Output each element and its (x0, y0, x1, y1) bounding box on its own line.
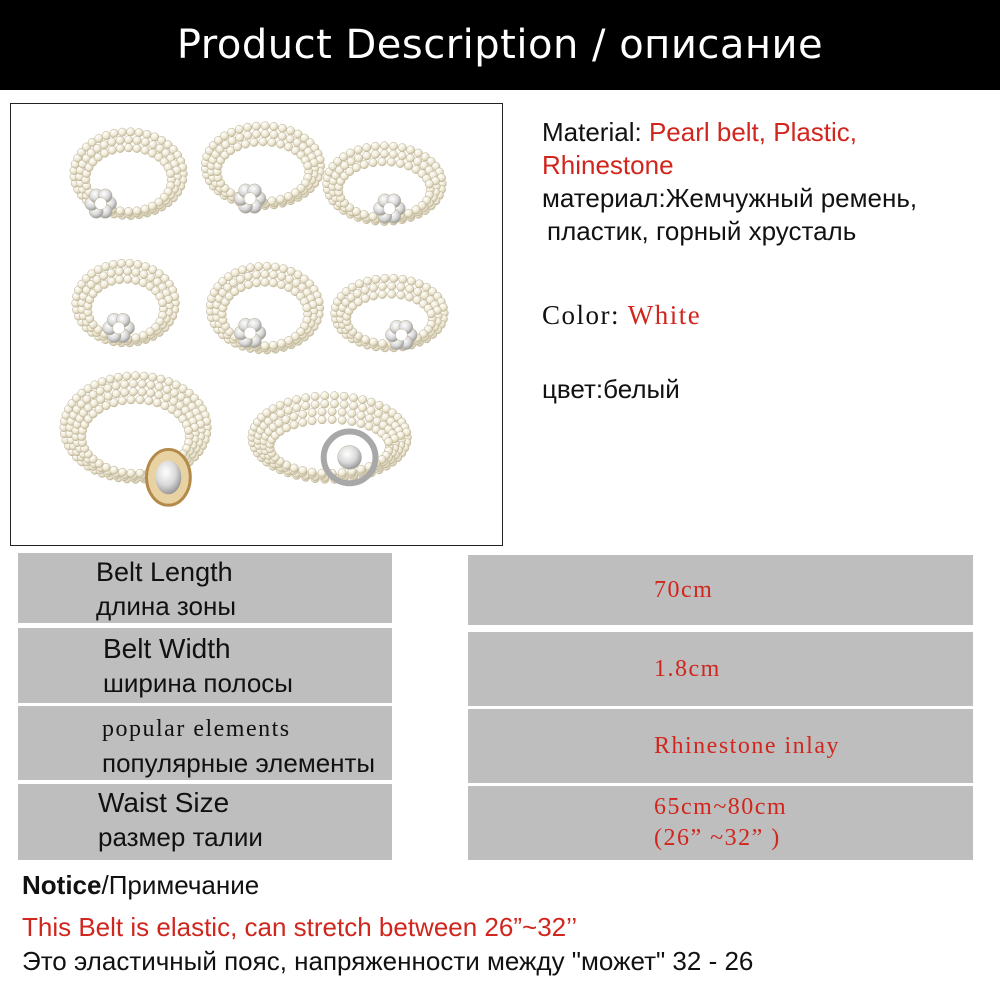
pearl (369, 284, 377, 292)
pearl (127, 396, 135, 404)
header-bar (0, 0, 1000, 90)
pearl (233, 143, 241, 151)
spec-value-elements (468, 709, 973, 783)
pearl (358, 404, 366, 412)
pearl (340, 400, 348, 408)
notice-title (22, 870, 259, 901)
pearl (299, 418, 307, 426)
pearl (109, 260, 117, 268)
notice-line-en: This Belt is elastic, can stretch between 26”~32’’ (22, 912, 578, 942)
spec-value-length (468, 555, 973, 625)
pearl (131, 372, 139, 380)
pearl (308, 417, 316, 425)
pearl (348, 417, 356, 425)
pearl (126, 128, 134, 136)
pearl (398, 152, 406, 160)
pearl (252, 122, 260, 130)
pearl (399, 275, 407, 283)
pearl (100, 272, 108, 280)
spec-label-en: popular elements (102, 716, 291, 742)
pearl (330, 392, 338, 400)
pearl (157, 375, 165, 383)
material-value-line2: Rhinestone (542, 150, 674, 180)
pearl (293, 404, 301, 412)
pearl (124, 136, 132, 144)
material-block (542, 116, 992, 248)
pearl (398, 144, 406, 152)
pearl (397, 291, 405, 299)
pearl (303, 304, 311, 312)
pearl-belt (248, 392, 412, 484)
pearl (276, 401, 284, 409)
pearl (268, 138, 276, 146)
pearl (123, 372, 131, 380)
pearl (270, 130, 278, 138)
rhinestone-clasp (234, 184, 266, 213)
pearl (104, 392, 112, 400)
pearl (101, 149, 109, 157)
pearl (101, 262, 109, 270)
pearl (136, 396, 144, 404)
pearl (352, 163, 360, 171)
pearl (238, 266, 246, 274)
pearl (118, 397, 126, 405)
pearl (278, 272, 286, 280)
page-title: Product Description / описание (176, 22, 824, 68)
pearl (396, 159, 404, 167)
pearl (133, 207, 141, 215)
pearl (318, 408, 326, 416)
pearl (369, 292, 377, 300)
pearl (263, 262, 271, 270)
pearl (145, 397, 153, 405)
pearl (384, 438, 392, 446)
pearl (311, 392, 319, 400)
pearl (318, 416, 326, 424)
pearl (138, 380, 146, 388)
color-label: Color: (542, 300, 621, 330)
pearl (369, 338, 377, 346)
pearl (134, 260, 142, 268)
pearl (365, 414, 373, 422)
pearl (261, 122, 269, 130)
pearl (378, 158, 386, 166)
pearl (106, 375, 114, 383)
pearl (252, 279, 260, 287)
pearl (270, 122, 278, 130)
pearl-belt (60, 372, 212, 506)
pearl (110, 129, 118, 137)
pearl (412, 206, 420, 214)
pearl (405, 293, 413, 301)
pearl (135, 128, 143, 136)
pearl (278, 124, 286, 132)
material-ru: материал:Жемчужный ремень, (542, 183, 918, 213)
spec-label-ru: ширина полосы (103, 668, 293, 698)
spec-value-width (468, 632, 973, 706)
pearl (243, 123, 251, 131)
pearl (388, 290, 396, 298)
spec-label-waist (18, 784, 392, 860)
pearl (121, 388, 129, 396)
pearl (363, 277, 371, 285)
pearl (277, 339, 285, 347)
pearl (96, 387, 104, 395)
pearl (354, 154, 362, 162)
spec-label-en: Waist Size (98, 787, 230, 818)
pearl (308, 468, 316, 476)
pearl (338, 416, 346, 424)
pearl (244, 131, 252, 139)
pearl (261, 270, 269, 278)
rhinestone-clasp (146, 449, 190, 505)
pearl (139, 331, 147, 339)
pearl (349, 394, 357, 402)
pearl (278, 132, 286, 140)
pearl (357, 419, 365, 427)
pearl (107, 277, 115, 285)
pearl (269, 279, 277, 287)
pearl (143, 130, 151, 138)
pearl (299, 466, 307, 474)
pearl (362, 144, 370, 152)
color-value: White (627, 300, 702, 330)
notice-title-rest: /Примечание (101, 870, 260, 900)
pearl (235, 133, 243, 141)
pearl (141, 138, 149, 146)
pearl (102, 131, 110, 139)
pearl (108, 138, 116, 146)
pearl (378, 339, 386, 347)
pearl-belt (323, 142, 447, 226)
pearl (353, 289, 361, 297)
rhinestone (338, 445, 362, 469)
rhinestone-clasp (85, 189, 117, 218)
pearl (261, 278, 269, 286)
pearl (155, 391, 163, 399)
pearl (252, 130, 260, 138)
pearl (380, 142, 388, 150)
pearl (301, 402, 309, 410)
product-photo (10, 103, 503, 546)
pearl (390, 274, 398, 282)
pearl-belt (72, 259, 180, 347)
spec-label-elements (18, 706, 392, 780)
pearl (276, 195, 284, 203)
pearl (118, 468, 126, 476)
pearl (404, 209, 412, 217)
rhinestone-clasp (103, 313, 135, 342)
pearl (284, 192, 292, 200)
pearl (361, 286, 369, 294)
pearl (148, 202, 156, 210)
pearl (116, 144, 124, 152)
pearl (407, 277, 415, 285)
pearl (235, 125, 243, 133)
pearl (124, 207, 132, 215)
pearl (290, 464, 298, 472)
pearl (369, 158, 377, 166)
pearl (360, 160, 368, 168)
pearl (406, 154, 414, 162)
material-ru-line2: пластик, горный хрусталь (547, 216, 857, 246)
spec-value: 65cm~80cm (654, 794, 788, 820)
pearl (372, 275, 380, 283)
pearl-belt (206, 262, 324, 354)
pearl (236, 275, 244, 283)
pearl (125, 259, 133, 267)
pearl (114, 373, 122, 381)
pearl (290, 421, 298, 429)
pearl (246, 264, 254, 272)
spec-label-length (18, 553, 392, 623)
pearl (129, 388, 137, 396)
pearl (116, 207, 124, 215)
pearl (141, 146, 149, 154)
pearl (378, 282, 386, 290)
pearl (241, 140, 249, 148)
pearl (357, 411, 365, 419)
spec-value: 1.8cm (654, 655, 721, 682)
pearl (133, 136, 141, 144)
pearl (104, 384, 112, 392)
pearl (124, 275, 132, 283)
rhinestone (113, 322, 125, 334)
pearl (146, 389, 154, 397)
pearl (346, 149, 354, 157)
pearl (357, 465, 365, 473)
pearl (328, 407, 336, 415)
pearl (141, 205, 149, 213)
pearl (120, 380, 128, 388)
pearl (371, 150, 379, 158)
pearl (299, 410, 307, 418)
pearl (132, 268, 140, 276)
pearl (163, 385, 171, 393)
rhinestone (395, 329, 407, 341)
pearl (397, 283, 405, 291)
pearl (321, 392, 329, 400)
spec-value-secondary: (26” ~32” ) (654, 825, 781, 851)
pearl (381, 274, 389, 282)
pearl (107, 269, 115, 277)
pearl (148, 373, 156, 381)
pearl (304, 162, 312, 170)
pearl (367, 406, 375, 414)
pearl (389, 150, 397, 158)
pearl (118, 128, 126, 136)
pearl (378, 290, 386, 298)
pearl (360, 210, 368, 218)
pearl (389, 142, 397, 150)
pearl (115, 267, 123, 275)
rhinestone-clasp (234, 318, 266, 347)
rhinestone (244, 193, 256, 205)
pearl (252, 271, 260, 279)
pearl (112, 390, 120, 398)
pearl (279, 265, 287, 273)
pearl (363, 152, 371, 160)
pearl (127, 469, 135, 477)
pearl (338, 408, 346, 416)
pearl (311, 400, 319, 408)
pearl (261, 130, 269, 138)
pearl (328, 415, 336, 423)
pearl (261, 342, 269, 350)
pearl (282, 415, 290, 423)
pearl (250, 138, 258, 146)
color-ru: цвет:белый (542, 374, 680, 404)
pearl (129, 380, 137, 388)
pearl (165, 378, 173, 386)
pearl (102, 401, 110, 409)
pearl (133, 144, 141, 152)
pearl (371, 142, 379, 150)
pearl (259, 138, 267, 146)
rhinestone-clasp (385, 320, 417, 349)
spec-value-waist (468, 786, 973, 860)
spec-label-en: Belt Length (96, 557, 233, 587)
pearl (147, 381, 155, 389)
pearl (100, 141, 108, 149)
pearl (132, 334, 140, 342)
pearl (388, 282, 396, 290)
pearl (380, 150, 388, 158)
pearl (282, 424, 290, 432)
pearl (354, 146, 362, 154)
material-label: Material: (542, 117, 642, 147)
pearl (237, 283, 245, 291)
pearl-belts-photo (11, 104, 502, 545)
pearl (404, 162, 412, 170)
pearl (117, 259, 125, 267)
spec-label-ru: популярные элементы (102, 748, 376, 778)
spec-value: Rhinestone inlay (654, 732, 840, 759)
pearl (153, 399, 161, 407)
pearl (132, 276, 140, 284)
pearl (124, 267, 132, 275)
pearl (155, 383, 163, 391)
notice-title-bold: Notice (22, 870, 102, 900)
pearl (425, 180, 433, 188)
spec-label-width (18, 628, 392, 703)
notice-line-ru: Это эластичный пояс, напряженности между "может" 32 - 26 (22, 946, 754, 976)
pearl (277, 280, 285, 288)
pearl (349, 402, 357, 410)
pearl (110, 466, 118, 474)
pearl (158, 299, 166, 307)
pearl (227, 128, 235, 136)
rhinestone (95, 198, 107, 210)
pearl-belt (330, 274, 448, 352)
pearl (284, 398, 292, 406)
pearl (166, 169, 174, 177)
rhinestone (244, 327, 256, 339)
pearl (244, 272, 252, 280)
pearl (184, 426, 192, 434)
pearl (286, 127, 294, 135)
material-value: Pearl belt, Plastic, (648, 117, 858, 147)
pearl (338, 469, 346, 477)
pearl (321, 400, 329, 408)
pearl (292, 395, 300, 403)
spec-value: 70cm (654, 576, 714, 603)
rhinestone (383, 203, 395, 215)
pearl (268, 197, 276, 205)
pearl (244, 280, 252, 288)
rhinestone-clasp (373, 194, 405, 223)
pearl (136, 469, 144, 477)
pearl (124, 144, 132, 152)
spec-label-ru: длина зоны (96, 591, 237, 621)
pearl (276, 140, 284, 148)
color-row (542, 300, 701, 331)
pearl (427, 309, 435, 317)
pearl (359, 395, 367, 403)
pearl (406, 146, 414, 154)
pearl (115, 275, 123, 283)
pearl (361, 294, 369, 302)
pearl (110, 399, 118, 407)
pearl (108, 146, 116, 154)
pearl (271, 263, 279, 271)
pearl (285, 336, 293, 344)
pearl (290, 413, 298, 421)
pearl (269, 341, 277, 349)
pearl (406, 285, 414, 293)
spec-label-en: Belt Width (103, 633, 231, 664)
pearl (112, 382, 120, 390)
pearl-belt (70, 128, 188, 220)
spec-label-ru: размер талии (98, 822, 263, 852)
pearl (116, 136, 124, 144)
pearl (340, 392, 348, 400)
pearl (387, 158, 395, 166)
pearl (301, 394, 309, 402)
pearl (255, 262, 263, 270)
pearl (140, 372, 148, 380)
pearl (330, 400, 338, 408)
pearl (308, 409, 316, 417)
pearl-belt (201, 122, 325, 214)
pearl (269, 271, 277, 279)
pearl (138, 388, 146, 396)
pearl (348, 409, 356, 417)
pearl (367, 398, 375, 406)
